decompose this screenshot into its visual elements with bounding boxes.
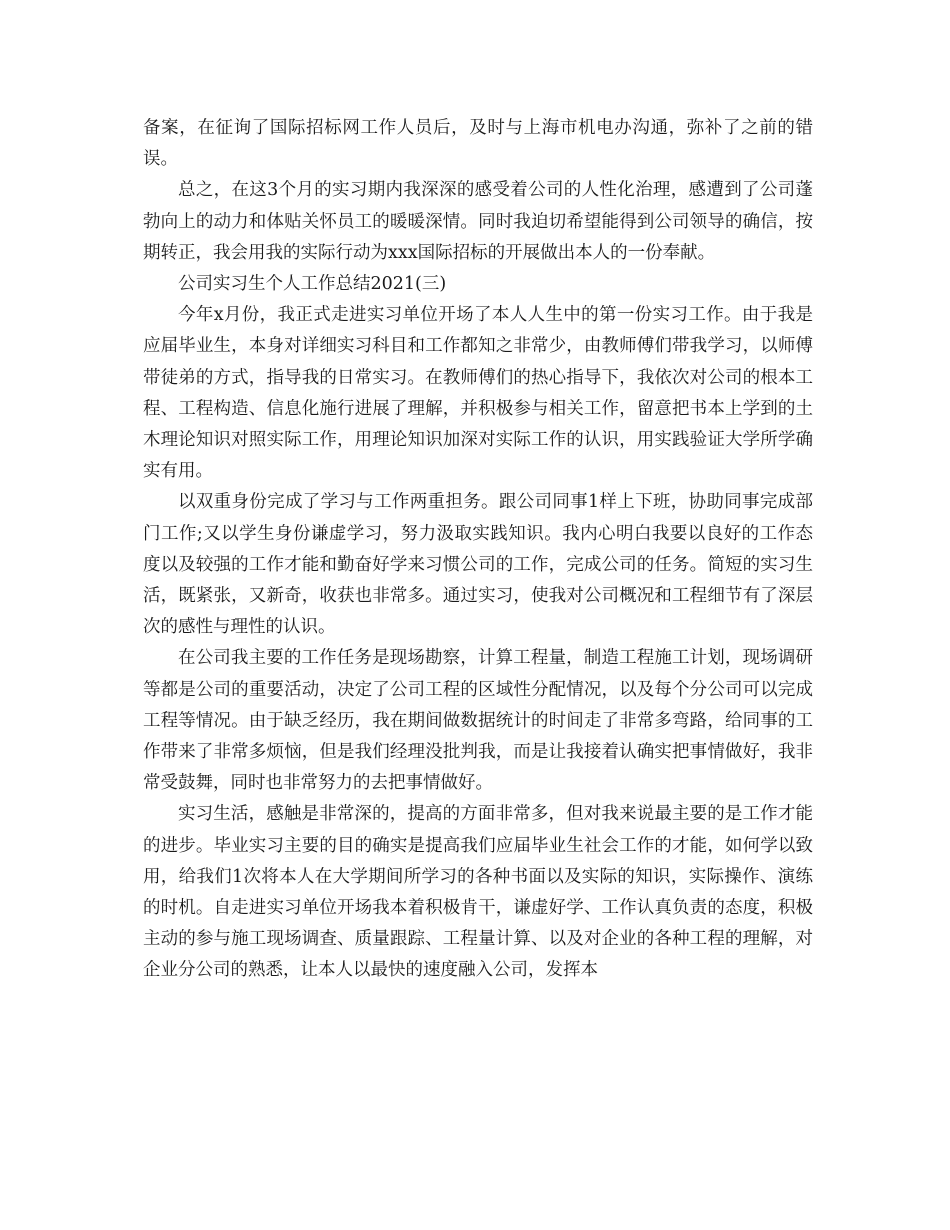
paragraph-2: 总之，在这3个月的实习期内我深深的感受着公司的人性化治理，感遭到了公司蓬勃向上的动力和体贴关怀员工的暖暖深情。同时我迫切希望能得到公司领导的确信，按期转正，我会用我的实际行动为xxx国际招标的开展做出本人的一份奉献。 — [143, 180, 813, 263]
paragraph-6: 实习生活，感触是非常深的，提高的方面非常多，但对我来说最主要的是工作才能的进步。毕业实习主要的目的确实是提高我们应届毕业生社会工作的才能，如何学以致用，给我们1次将本人在大学期间所学习的各种书面以及实际的知识，实际操作、演练的时机。自走进实习单位开场我本着积极肯干，谦虚好学、工作认真负责的态度，积极主动的参与施工现场调查、质量跟踪、工程量计算、以及对企业的各种工程的理解，对企业分公司的熟悉，让本人以最快的速度融入公司，发挥本 — [143, 804, 813, 981]
paragraph-3: 今年x月份，我正式走进实习单位开场了本人人生中的第一份实习工作。由于我是应届毕业生，本身对详细实习科目和工作都知之非常少，由教师傅们带我学习，以师傅带徒弟的方式，指导我的日常实习。在教师傅们的热心指导下，我依次对公司的根本工程、工程构造、信息化施行进展了理解，并积极参与相关工作，留意把书本上学到的土木理论知识对照实际工作，用理论知识加深对实际工作的认识，用实践验证大学所学确实有用。 — [143, 305, 813, 482]
section-heading: 公司实习生个人工作总结2021(三) — [178, 274, 447, 295]
paragraph-4: 以双重身份完成了学习与工作两重担务。跟公司同事1样上下班，协助同事完成部门工作;又以学生身份谦虚学习，努力汲取实践知识。我内心明白我要以良好的工作态度以及较强的工作才能和勤奋好学来习惯公司的工作，完成公司的任务。简短的实习生活，既紧张，又新奇，收获也非常多。通过实习，使我对公司概况和工程细节有了深层次的感性与理性的认识。 — [143, 492, 813, 638]
paragraph-5: 在公司我主要的工作任务是现场勘察，计算工程量，制造工程施工计划，现场调研等都是公司的重要活动，决定了公司工程的区域性分配情况，以及每个分公司可以完成工程等情况。由于缺乏经历，我在期间做数据统计的时间走了非常多弯路，给同事的工作带来了非常多烦恼，但是我们经理没批判我，而是让我接着认确实把事情做好，我非常受鼓舞，同时也非常努力的去把事情做好。 — [143, 648, 813, 794]
document-body — [143, 113, 813, 987]
paragraph-1: 备案，在征询了国际招标网工作人员后，及时与上海市机电办沟通，弥补了之前的错误。 — [143, 118, 813, 170]
